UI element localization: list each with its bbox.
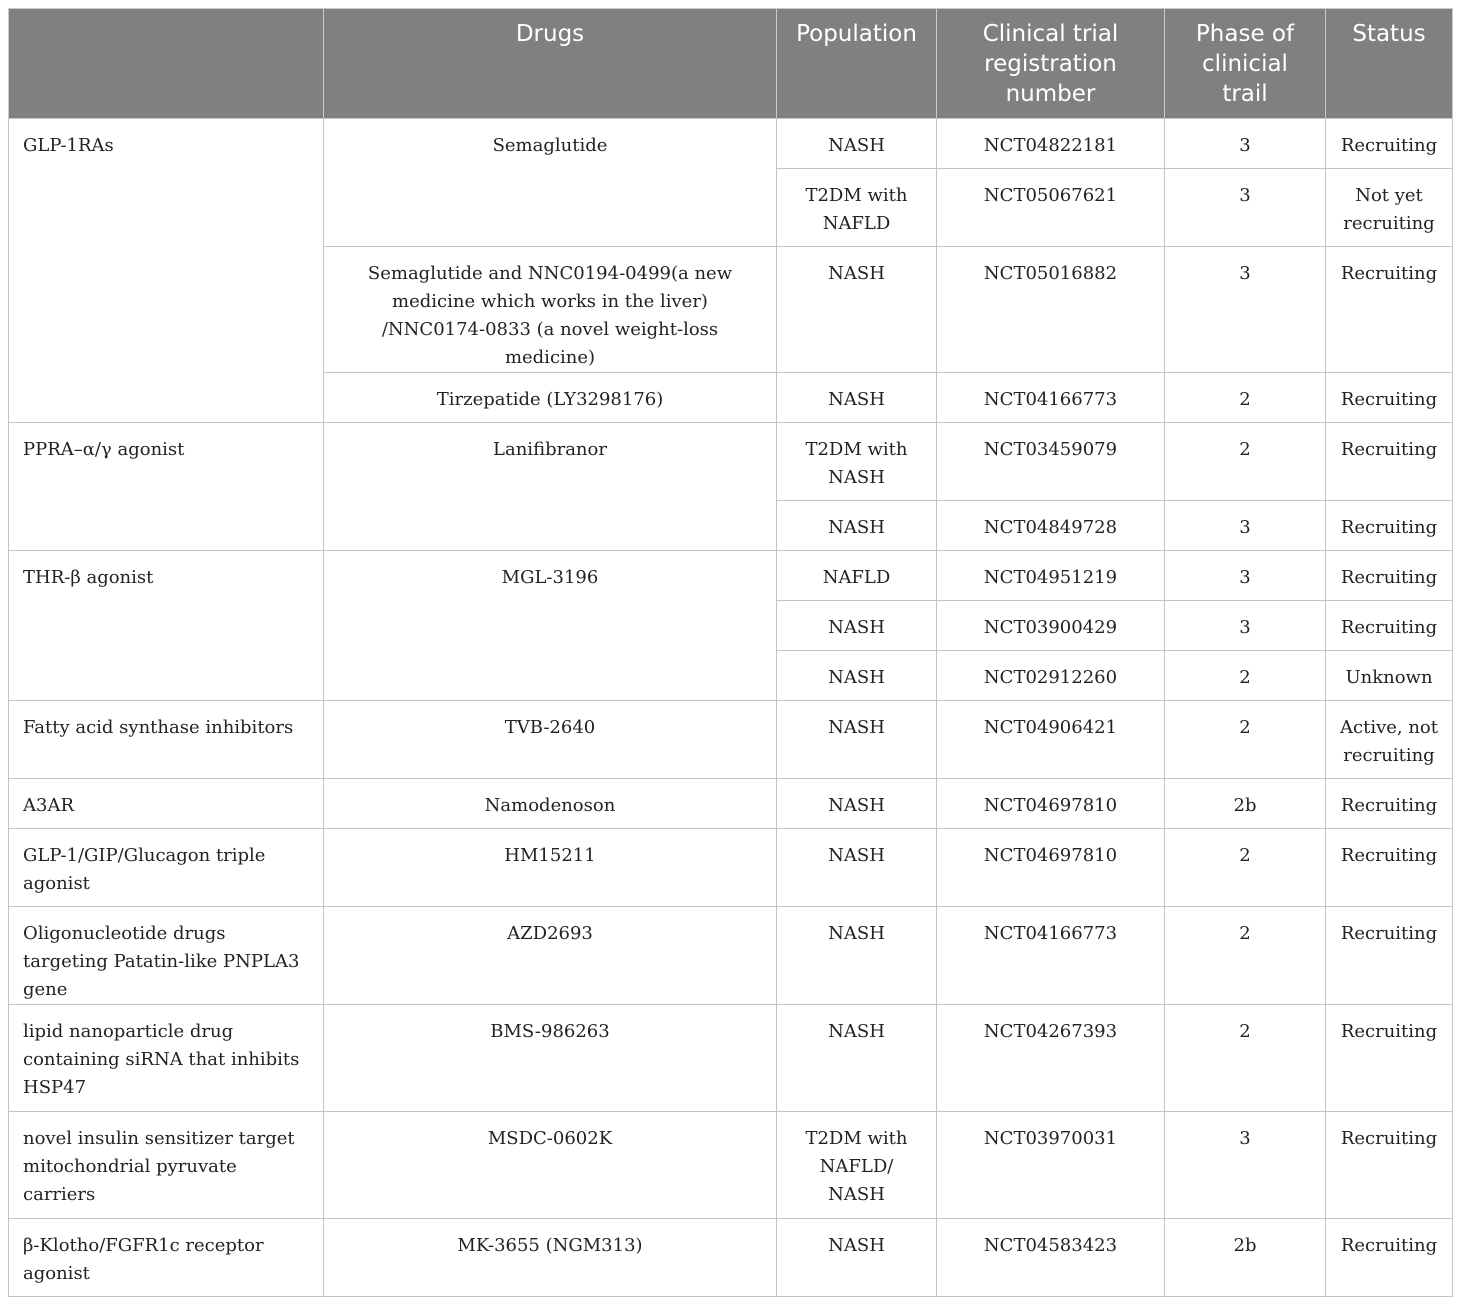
phase-cell: 3 [1165,601,1326,651]
status-cell: Active, not recruiting [1326,701,1453,779]
table-row [9,779,1453,829]
phase-cell: 3 [1165,169,1326,247]
column-header-phase: Phase of clinicial trail [1165,9,1326,119]
drug-cell: BMS-986263 [324,1005,777,1112]
population-cell: NASH [777,119,937,169]
drug-cell: MSDC-0602K [324,1112,777,1219]
phase-cell: 3 [1165,501,1326,551]
table-row [9,1112,1453,1219]
phase-cell: 3 [1165,551,1326,601]
population-cell: NASH [777,701,937,779]
drug-cell: Lanifibranor [324,423,777,551]
column-header-drugs: Drugs [324,9,777,119]
status-cell: Recruiting [1326,1112,1453,1219]
drug-class-cell: β-Klotho/FGFR1c receptor agonist [9,1219,324,1297]
column-header-class [9,9,324,119]
drug-class-cell: A3AR [9,779,324,829]
registration-number-cell: NCT04583423 [937,1219,1165,1297]
status-cell: Unknown [1326,651,1453,701]
population-cell: NASH [777,501,937,551]
status-cell: Recruiting [1326,601,1453,651]
phase-cell: 2 [1165,829,1326,907]
clinical-trials-table [8,8,1453,1297]
status-cell: Recruiting [1326,551,1453,601]
drug-class-cell: novel insulin sensitizer target mitochondrial pyruvate carriers [9,1112,324,1219]
drug-cell: Namodenoson [324,779,777,829]
registration-number-cell: NCT04849728 [937,501,1165,551]
population-cell: NASH [777,247,937,373]
table-row [9,1219,1453,1297]
registration-number-cell: NCT04951219 [937,551,1165,601]
registration-number-cell: NCT04267393 [937,1005,1165,1112]
registration-number-cell: NCT04697810 [937,779,1165,829]
table-row [9,1005,1453,1112]
status-cell: Not yet recruiting [1326,169,1453,247]
population-cell: NASH [777,373,937,423]
registration-number-cell: NCT04697810 [937,829,1165,907]
phase-cell: 2 [1165,651,1326,701]
phase-cell: 2b [1165,1219,1326,1297]
population-cell: NASH [777,1005,937,1112]
registration-number-cell: NCT05016882 [937,247,1165,373]
drug-class-cell: Fatty acid synthase inhibitors [9,701,324,779]
population-cell: NASH [777,907,937,1005]
population-cell: T2DM with NAFLD/ NASH [777,1112,937,1219]
population-cell: NASH [777,651,937,701]
status-cell: Recruiting [1326,501,1453,551]
header-row [9,9,1453,119]
registration-number-cell: NCT04906421 [937,701,1165,779]
drug-cell: MK-3655 (NGM313) [324,1219,777,1297]
population-cell: NASH [777,779,937,829]
table-row [9,907,1453,1005]
phase-cell: 3 [1165,247,1326,373]
status-cell: Recruiting [1326,829,1453,907]
registration-number-cell: NCT04166773 [937,373,1165,423]
table-row [9,701,1453,779]
status-cell: Recruiting [1326,423,1453,501]
population-cell: NASH [777,601,937,651]
registration-number-cell: NCT03900429 [937,601,1165,651]
drug-class-cell: THR-β agonist [9,551,324,701]
drug-class-cell: PPRA–α/γ agonist [9,423,324,551]
status-cell: Recruiting [1326,779,1453,829]
status-cell: Recruiting [1326,1219,1453,1297]
phase-cell: 2 [1165,701,1326,779]
drug-class-cell: GLP-1/GIP/Glucagon triple agonist [9,829,324,907]
table-row [9,423,1453,501]
registration-number-cell: NCT02912260 [937,651,1165,701]
drug-cell: AZD2693 [324,907,777,1005]
phase-cell: 2 [1165,907,1326,1005]
population-cell: T2DM with NAFLD [777,169,937,247]
drug-cell: TVB-2640 [324,701,777,779]
phase-cell: 3 [1165,1112,1326,1219]
drug-cell: Semaglutide and NNC0194-0499(a new medicine which works in the liver) /NNC0174-0833 (a novel weight-loss medicine) [324,247,777,373]
drug-class-cell: Oligonucleotide drugs targeting Patatin-like PNPLA3 gene [9,907,324,1005]
status-cell: Recruiting [1326,373,1453,423]
phase-cell: 3 [1165,119,1326,169]
population-cell: NASH [777,1219,937,1297]
table-row [9,119,1453,169]
status-cell: Recruiting [1326,907,1453,1005]
phase-cell: 2 [1165,423,1326,501]
column-header-registration-number: Clinical trial registration number [937,9,1165,119]
population-cell: NASH [777,829,937,907]
drug-class-cell: GLP-1RAs [9,119,324,423]
phase-cell: 2b [1165,779,1326,829]
registration-number-cell: NCT03459079 [937,423,1165,501]
drug-cell: HM15211 [324,829,777,907]
registration-number-cell: NCT04822181 [937,119,1165,169]
phase-cell: 2 [1165,1005,1326,1112]
drug-class-cell: lipid nanoparticle drug containing siRNA that inhibits HSP47 [9,1005,324,1112]
drug-cell: Semaglutide [324,119,777,247]
registration-number-cell: NCT04166773 [937,907,1165,1005]
population-cell: T2DM with NASH [777,423,937,501]
population-cell: NAFLD [777,551,937,601]
drug-cell: Tirzepatide (LY3298176) [324,373,777,423]
registration-number-cell: NCT05067621 [937,169,1165,247]
column-header-status: Status [1326,9,1453,119]
registration-number-cell: NCT03970031 [937,1112,1165,1219]
table-row [9,551,1453,601]
status-cell: Recruiting [1326,247,1453,373]
status-cell: Recruiting [1326,1005,1453,1112]
drug-cell: MGL-3196 [324,551,777,701]
status-cell: Recruiting [1326,119,1453,169]
phase-cell: 2 [1165,373,1326,423]
table-row [9,829,1453,907]
column-header-population: Population [777,9,937,119]
